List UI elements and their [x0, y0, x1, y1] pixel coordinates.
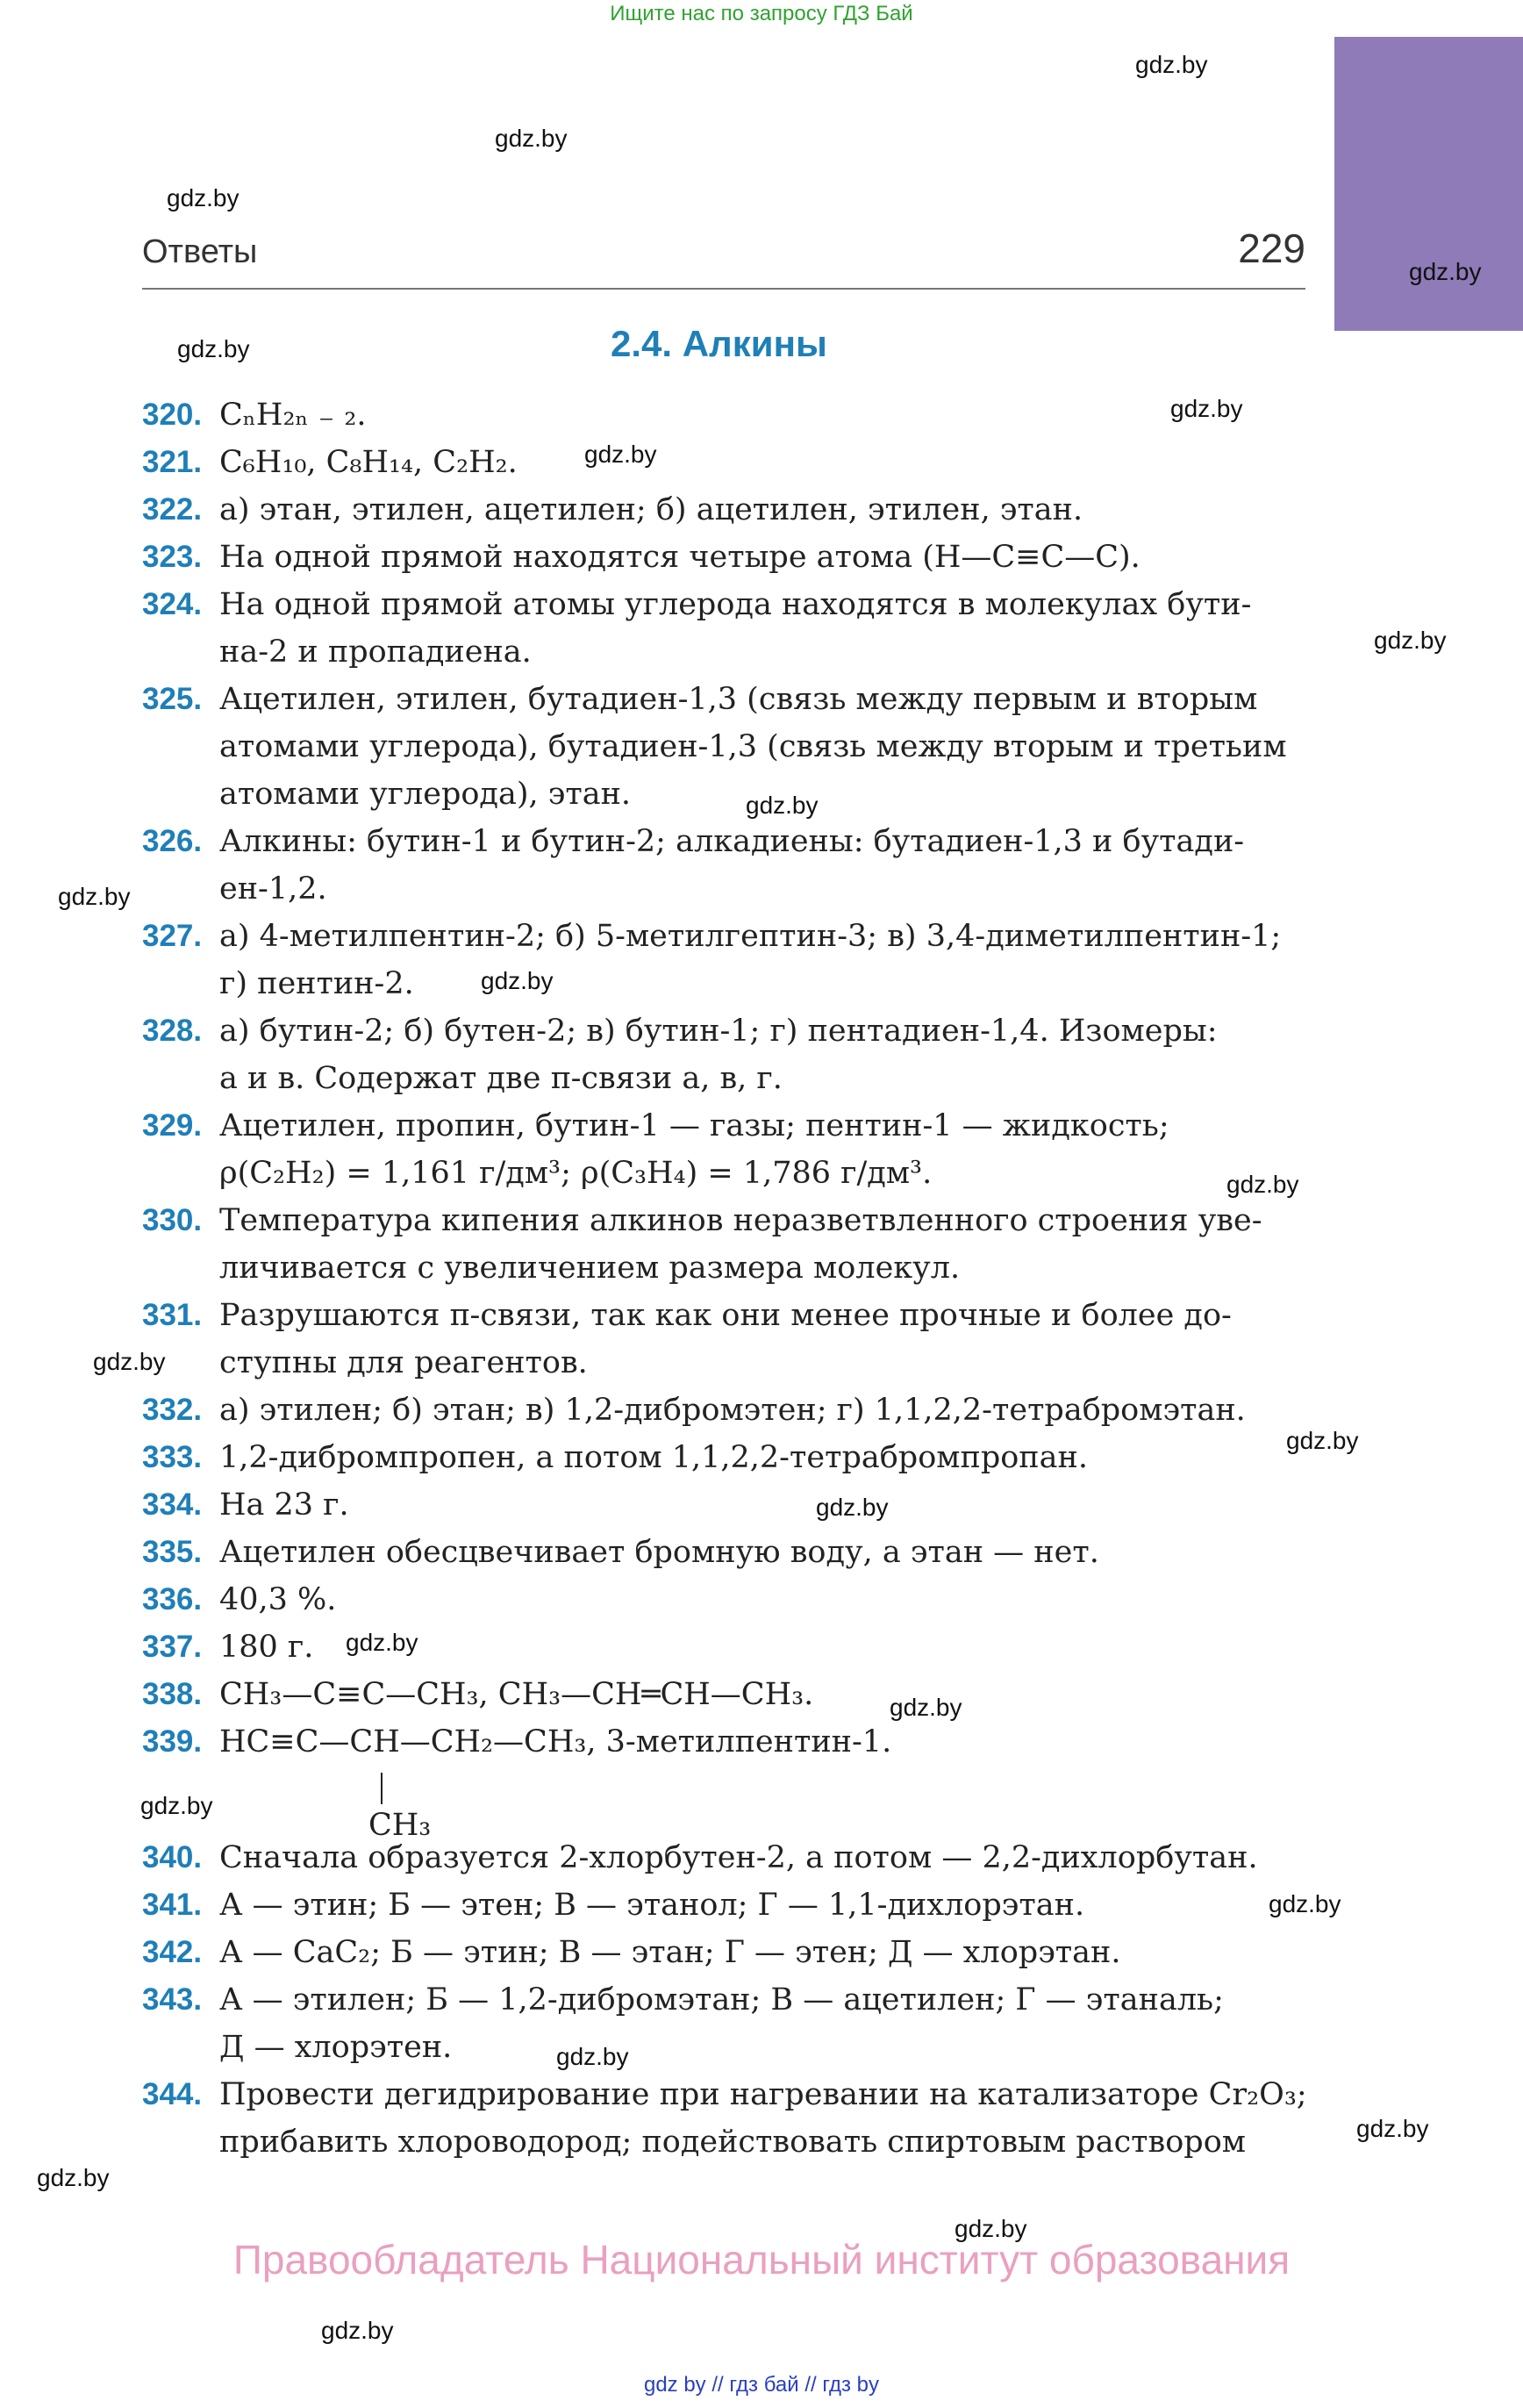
- answer-number: 324.: [142, 587, 203, 621]
- answer-text: А — этин; Б — этен; В — этанол; Г — 1,1-дихлорэтан.: [219, 1888, 1085, 1923]
- answer-number: 338.: [142, 1677, 203, 1711]
- answer-item: [142, 1576, 1318, 1623]
- answer-text: 40,3 %.: [219, 1582, 337, 1617]
- answer-text: CₙH₂ₙ ₋ ₂.: [219, 398, 367, 433]
- answer-text: Сначала образуется 2-хлорбутен-2, а потом — 2,2-дихлорбутан.: [219, 1840, 1258, 1875]
- answer-number: 329.: [142, 1108, 203, 1143]
- watermark: gdz.by: [140, 1792, 213, 1819]
- watermark: gdz.by: [1226, 1171, 1299, 1198]
- watermark: gdz.by: [177, 335, 250, 362]
- watermark: gdz.by: [321, 2317, 394, 2344]
- watermark: gdz.by: [37, 2164, 110, 2191]
- answer-number: 330.: [142, 1203, 203, 1237]
- answer-number: 340.: [142, 1840, 203, 1874]
- header-divider: [142, 288, 1305, 290]
- watermark: gdz.by: [1356, 2115, 1429, 2142]
- answer-item: [142, 676, 1318, 818]
- answer-number: 325.: [142, 682, 203, 716]
- answer-item: [142, 1292, 1318, 1387]
- branch-bond: [381, 1773, 383, 1804]
- watermark: gdz.by: [1170, 395, 1243, 422]
- answer-text: 1,2-дибромпропен, а потом 1,1,2,2-тетрабромпропан.: [219, 1440, 1088, 1475]
- header-section-title: Ответы: [142, 233, 258, 270]
- answer-number: 339.: [142, 1724, 203, 1759]
- answer-item: [142, 1929, 1318, 1976]
- answer-number: 327.: [142, 919, 203, 953]
- answer-text: HC≡C—CH—CH₂—CH₃, 3-метилпентин-1.: [219, 1724, 892, 1759]
- answer-number: 343.: [142, 1982, 203, 2017]
- answer-number: 322.: [142, 492, 203, 527]
- answer-item: [142, 913, 1318, 1007]
- answer-item: [142, 818, 1318, 913]
- answer-item: [142, 1834, 1318, 1881]
- branch-ch3: CH₃: [368, 1808, 432, 1843]
- answer-text: Ацетилен, этилен, бутадиен-1,3 (связь между первым и вторым атомами углерода), бутадиен-1,3 (связь между вторым и третьим атомами углерода), этан.: [219, 682, 1287, 812]
- answer-item: [142, 1623, 1318, 1671]
- top-banner[interactable]: Ищите нас по запросу ГДЗ Бай: [610, 2, 913, 25]
- answer-item: [142, 1434, 1318, 1481]
- answer-text: Разрушаются π-связи, так как они менее прочные и более до- ступны для реагентов.: [219, 1298, 1232, 1380]
- answer-number: 337.: [142, 1630, 203, 1664]
- watermark: gdz.by: [890, 1694, 962, 1721]
- answer-item: [142, 1102, 1318, 1197]
- page-number: 229: [1238, 226, 1305, 271]
- answer-number: 336.: [142, 1582, 203, 1616]
- answer-text: На одной прямой атомы углерода находятся в молекулах бути- на-2 и пропадиена.: [219, 587, 1252, 670]
- answer-item: [142, 534, 1318, 581]
- answer-number: 320.: [142, 398, 203, 432]
- answer-item: [142, 439, 1318, 486]
- answer-number: 328.: [142, 1014, 203, 1048]
- answer-number: 321.: [142, 445, 203, 479]
- watermark: gdz.by: [584, 441, 657, 468]
- answer-number: 344.: [142, 2077, 203, 2111]
- watermark: gdz.by: [58, 883, 131, 910]
- watermark: gdz.by: [495, 125, 568, 152]
- answer-text: Провести дегидрирование при нагревании на катализаторе Cr₂O₃; прибавить хлороводород; подействовать спиртовым раствором: [219, 2077, 1307, 2160]
- watermark: gdz.by: [816, 1494, 889, 1521]
- answer-item: [142, 2071, 1318, 2166]
- bottom-links[interactable]: gdz by // гдз бай // гдз by: [643, 2373, 880, 2397]
- watermark: gdz.by: [1374, 627, 1447, 654]
- answer-number: 334.: [142, 1487, 203, 1522]
- answer-item: [142, 1718, 1318, 1766]
- answer-number: 342.: [142, 1935, 203, 1969]
- answer-item: [142, 1671, 1318, 1718]
- answer-text: Ацетилен обесцвечивает бромную воду, а этан — нет.: [219, 1535, 1099, 1570]
- answer-text: На одной прямой находятся четыре атома (H—C≡C—C).: [219, 540, 1140, 575]
- answer-number: 333.: [142, 1440, 203, 1474]
- watermark: gdz.by: [1286, 1427, 1359, 1454]
- watermark: gdz.by: [955, 2215, 1027, 2242]
- answer-number: 331.: [142, 1298, 203, 1332]
- answer-item: [142, 1881, 1318, 1929]
- answer-number: 326.: [142, 824, 203, 858]
- answer-item: [142, 486, 1318, 534]
- watermark: gdz.by: [346, 1629, 418, 1656]
- answer-item: [142, 1387, 1318, 1434]
- answer-text: Ацетилен, пропин, бутин-1 — газы; пентин-1 — жидкость; ρ(C₂H₂) = 1,161 г/дм³; ρ(C₃H₄) = 1,786 г/дм³.: [219, 1108, 1169, 1191]
- answer-number: 323.: [142, 540, 203, 574]
- answer-text: А — CaC₂; Б — этин; В — этан; Г — этен; Д — хлорэтан.: [219, 1935, 1121, 1970]
- answer-item: [142, 581, 1318, 676]
- watermark: gdz.by: [93, 1348, 166, 1375]
- answer-text: А — этилен; Б — 1,2-дибромэтан; В — ацетилен; Г — этаналь; Д — хлорэтен.: [219, 1982, 1224, 2065]
- watermark: gdz.by: [1269, 1890, 1341, 1917]
- answer-text: а) этан, этилен, ацетилен; б) ацетилен, этилен, этан.: [219, 492, 1083, 527]
- page-color-tab: [1334, 37, 1523, 331]
- answer-text: 180 г.: [219, 1630, 314, 1665]
- watermark: gdz.by: [167, 184, 240, 211]
- watermark: gdz.by: [1409, 258, 1482, 285]
- watermark: gdz.by: [1135, 51, 1208, 78]
- watermark: gdz.by: [746, 792, 819, 819]
- watermark: gdz.by: [481, 967, 554, 994]
- answer-text: CH₃—C≡C—CH₃, CH₃—CH═CH—CH₃.: [219, 1677, 814, 1712]
- answer-item: [142, 1481, 1318, 1529]
- answer-item: [142, 1197, 1318, 1292]
- chapter-title: 2.4. Алкины: [611, 323, 827, 364]
- copyright-notice: Правообладатель Национальный институт образования: [232, 2237, 1291, 2283]
- answer-text: а) бутин-2; б) бутен-2; в) бутин-1; г) пентадиен-1,4. Изомеры: а и в. Содержат две π-связи а, в, г.: [219, 1014, 1218, 1096]
- answer-number: 335.: [142, 1535, 203, 1569]
- answer-text: Температура кипения алкинов неразветвленного строения уве- личивается с увеличением размера молекул.: [219, 1203, 1262, 1286]
- answer-item: [142, 391, 1318, 439]
- answer-number: 332.: [142, 1393, 203, 1427]
- answer-text: а) этилен; б) этан; в) 1,2-дибромэтен; г) 1,1,2,2-тетрабромэтан.: [219, 1393, 1246, 1428]
- answer-text: а) 4-метилпентин-2; б) 5-метилгептин-3; в) 3,4-диметилпентин-1; г) пентин-2.: [219, 919, 1282, 1001]
- answer-item: [142, 1529, 1318, 1576]
- answer-text: На 23 г.: [219, 1487, 349, 1523]
- answer-text: C₆H₁₀, C₈H₁₄, C₂H₂.: [219, 445, 518, 480]
- answer-item: [142, 1976, 1318, 2071]
- answer-text: Алкины: бутин-1 и бутин-2; алкадиены: бутадиен-1,3 и бутади- ен-1,2.: [219, 824, 1245, 907]
- answer-number: 341.: [142, 1888, 203, 1922]
- watermark: gdz.by: [556, 2043, 629, 2070]
- answer-item: [142, 1007, 1318, 1102]
